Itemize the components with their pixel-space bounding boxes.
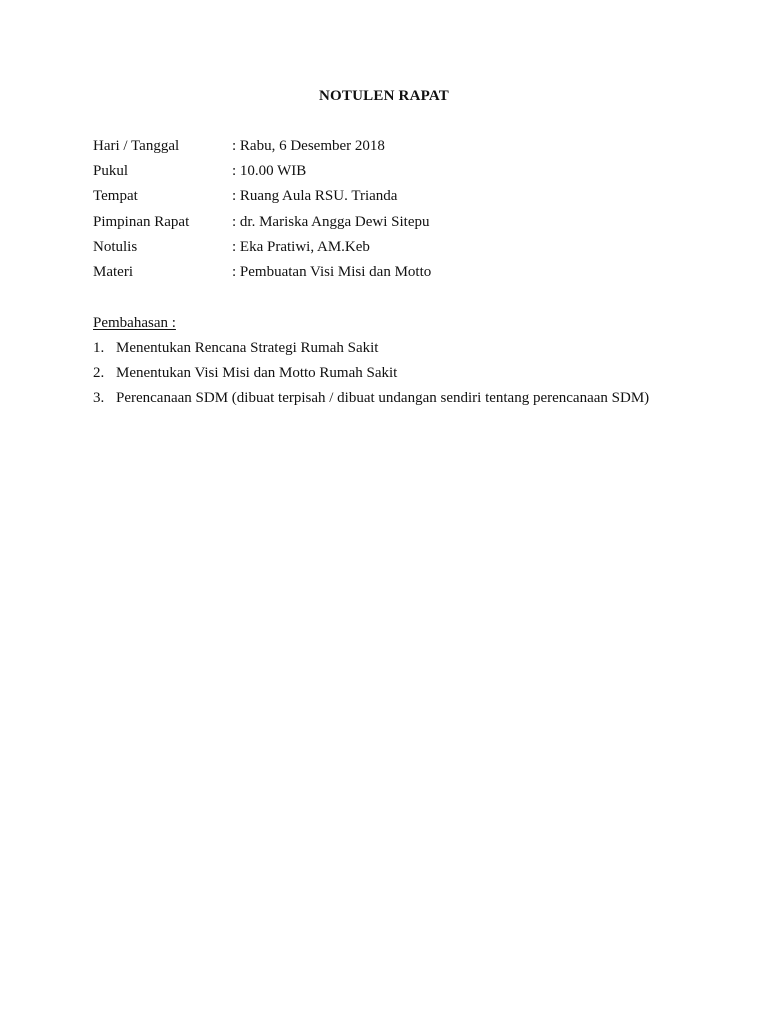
document-title: NOTULEN RAPAT <box>319 88 449 104</box>
list-number: 1. <box>93 340 105 356</box>
meta-value: : Ruang Aula RSU. Trianda <box>232 188 398 205</box>
list-number: 2. <box>93 365 105 382</box>
meta-row-topic <box>93 262 693 287</box>
list-item <box>93 388 713 413</box>
list-item <box>93 338 713 363</box>
list-text: Menentukan Visi Misi dan Motto Rumah Sakit <box>116 365 398 382</box>
meta-row-notetaker <box>93 237 693 262</box>
meta-row-place <box>93 186 693 211</box>
meeting-details <box>93 136 693 287</box>
meta-value: : dr. Mariska Angga Dewi Sitepu <box>232 213 430 230</box>
meta-row-date <box>93 136 693 161</box>
list-text: Menentukan Rencana Strategi Rumah Sakit <box>116 340 379 356</box>
meta-value: : Rabu, 6 Desember 2018 <box>232 138 385 154</box>
list-item <box>93 363 713 388</box>
list-number: 3. <box>93 390 105 407</box>
meta-row-chair <box>93 212 693 237</box>
meta-label: Pukul <box>93 163 129 180</box>
meta-value: : Eka Pratiwi, AM.Keb <box>232 238 370 255</box>
meta-label: Materi <box>93 263 133 280</box>
meta-row-time <box>93 161 693 186</box>
meta-label: Hari / Tanggal <box>93 138 180 154</box>
meta-label: Tempat <box>93 188 138 205</box>
meta-label: Pimpinan Rapat <box>93 213 190 230</box>
discussion-section <box>93 313 713 414</box>
list-text: Perencanaan SDM (dibuat terpisah / dibuat undangan sendiri tentang perencanaan SDM) <box>116 390 650 407</box>
meta-value: : 10.00 WIB <box>232 163 307 180</box>
meta-label: Notulis <box>93 238 138 255</box>
discussion-heading: Pembahasan : <box>93 315 176 331</box>
meta-value: : Pembuatan Visi Misi dan Motto <box>232 263 432 280</box>
